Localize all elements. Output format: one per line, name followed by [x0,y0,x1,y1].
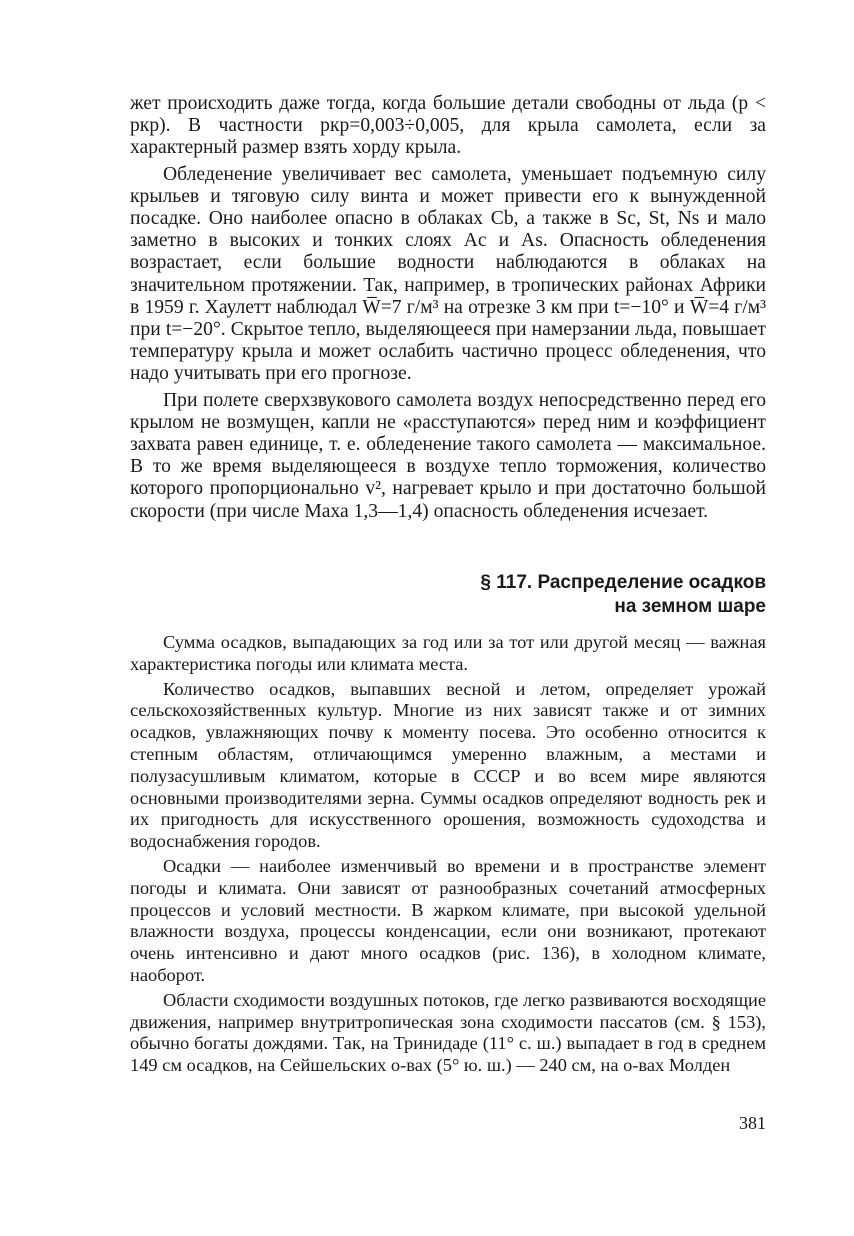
paragraph-icing: Обледенение увеличивает вес самолета, уменьшает подъемную силу крыльев и тяговую силу винта и может привести его к вынужденной посадке. Оно наиболее опасно в облаках Cb, а также в Sc, St, Ns и мало заметно в высоких и тонких слоях Ac и As. Опасность обледенения возрастает, если большие водности наблюдаются в облаках на значительном протяжении. Так, например, в тропических районах Африки в 1959 г. Хаулетт наблюдал W̅=7 г/м³ на отрезке 3 км при t=−10° и W̅=4 г/м³ при t=−20°. Скрытое тепло, выделяющееся при намерзании льда, повышает температуру крыла и может ослабить частично процесс обледенения, что надо учитывать при его прогнозе. [130,163,766,385]
section-text [130,632,766,1077]
body-text [130,93,766,523]
section-heading-line2: на земном шаре [614,596,766,617]
page-number: 381 [739,1113,766,1133]
paragraph-convergence: Области сходимости воздушных потоков, где легко развиваются восходящие движения, например внутритропическая зона сходимости пассатов (см. § 153), обычно богаты дождями. Так, на Тринидаде (11° с. ш.) выпадает в год в среднем 149 см осадков, на Сейшельских о-вах (5° ю. ш.) — 240 см, на о-вах Молден [130,989,766,1076]
section-heading [430,571,766,619]
paragraph-precip-crops: Количество осадков, выпавших весной и летом, определяет урожай сельскохозяйственных культур. Многие из них зависят также и от зимних осадков, увлажняющих почву к моменту посева. Это особенно относится к степным областям, отличающимся умеренно влажным, а местами и полузасушливым климатом, которые в СССР и во всем мире являются основными производителями зерна. Суммы осадков определяют водность рек и их пригодность для искусственного орошения, возможность судоходства и водоснабжения городов. [130,678,766,852]
section-heading-line1: § 117. Распределение осадков [480,572,766,593]
paragraph-precip-variability: Осадки — наиболее изменчивый во времени и в пространстве элемент погоды и климата. Они зависят от разнообразных сочетаний атмосферных процессов и условий местности. В жарком климате, при высокой удельной влажности воздуха, процессы конденсации, если они возникают, протекают очень интенсивно и дают много осадков (рис. 136), в холодном климате, наоборот. [130,855,766,985]
paragraph-supersonic: При полете сверхзвукового самолета воздух непосредственно перед его крылом не возмущен, капли не «расступаются» перед ним и коэффициент захвата равен единице, т. е. обледенение такого самолета — максимальное. В то же время выделяющееся в воздухе тепло торможения, количество которого пропорционально v², нагревает крыло и при достаточно большой скорости (при числе Маха 1,3—1,4) опасность обледенения исчезает. [130,389,766,522]
paragraph-continuation: жет происходить даже тогда, когда большие детали свободны от льда (p < pкр). В частности pкр=0,003÷0,005, для крыла самолета, если за характерный размер взять хорду крыла. [130,93,766,159]
paragraph-precip-sum: Сумма осадков, выпадающих за год или за тот или другой месяц — важная характеристика погоды или климата места. [130,632,766,674]
